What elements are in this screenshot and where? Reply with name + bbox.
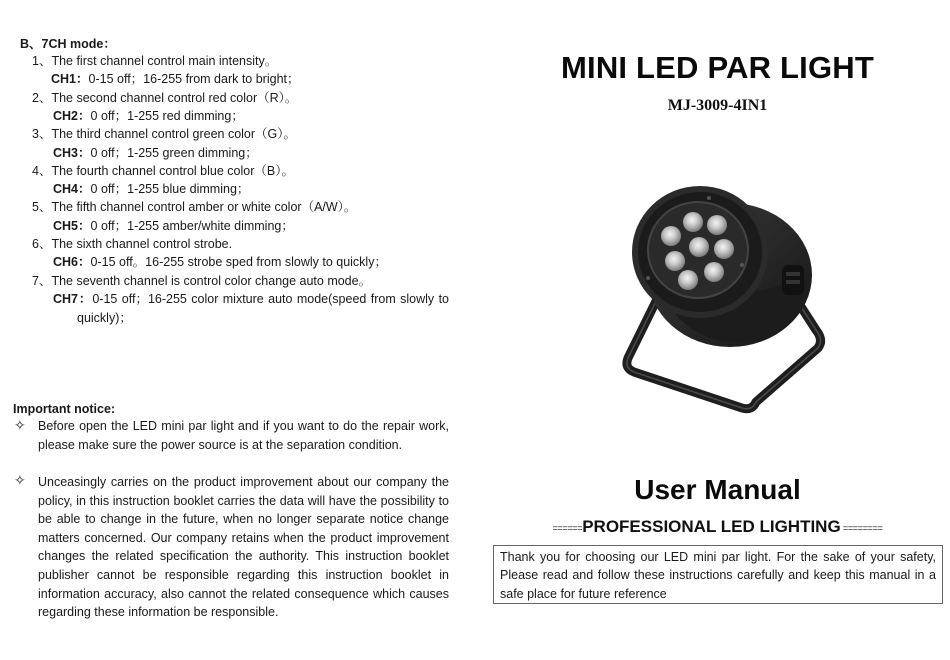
channel-value: 0-15 off。16-255 strobe sped from slowly to quickly； xyxy=(90,255,387,269)
channel-value: 0-15 off；16-255 from dark to bright； xyxy=(88,72,300,86)
notice-line: be able to change in the future, when no longer separate notice change xyxy=(38,512,449,527)
channel-code: CH7： xyxy=(53,292,93,306)
channel-code: CH2： xyxy=(53,109,91,123)
channel-6-detail xyxy=(53,254,387,270)
channel-3-detail xyxy=(53,145,258,161)
notice-item-2 xyxy=(38,473,449,622)
tagline-text: PROFESSIONAL LED LIGHTING xyxy=(582,517,841,536)
tagline xyxy=(490,517,945,537)
channel-code: CH6： xyxy=(53,255,91,269)
channel-value: 0 off；1-255 blue dimming； xyxy=(90,182,250,196)
channel-5-desc: 5、The fifth channel control amber or white color（A/W）。 xyxy=(32,200,357,214)
thanks-line: safe place for future reference xyxy=(500,586,667,601)
channel-3-desc: 3、The third channel control green color（G）。 xyxy=(32,127,297,141)
notice-heading: Important notice: xyxy=(13,402,116,416)
channel-code: CH3： xyxy=(53,146,91,160)
channel-1-detail xyxy=(51,71,300,87)
model-number: MJ-3009-4IN1 xyxy=(667,97,768,114)
channel-7-detail-cont: quickly)； xyxy=(77,311,132,325)
thank-you-box xyxy=(493,545,943,604)
channel-value: 0 off；1-255 green dimming； xyxy=(90,146,258,160)
notice-line: please make sure the power source is at the separation condition. xyxy=(38,437,403,452)
thanks-line: Please read and follow these instructions carefully and keep this manual in a xyxy=(500,568,936,583)
channel-2-desc: 2、The second channel control red color（R）。 xyxy=(32,91,298,105)
notice-line: changes the related specification the authority. This instruction booklet xyxy=(38,549,449,564)
notice-line: information accuracy, also cannot the related consequence which causes xyxy=(38,586,449,601)
channel-code: CH5： xyxy=(53,219,91,233)
tagline-prefix: ====== xyxy=(552,523,583,533)
notice-line: policy, in this instruction booklet carries the data will have the possibility to xyxy=(38,493,449,508)
mode-heading: B、7CH mode： xyxy=(20,37,116,51)
notice-line: Before open the LED mini par light and if you want to do the repair work, xyxy=(38,419,449,433)
channel-code: CH1： xyxy=(51,72,89,86)
product-title: MINI LED PAR LIGHT xyxy=(560,50,874,85)
led-par-light-image xyxy=(612,180,832,415)
notice-line: Unceasingly carries on the product improvement about our company the xyxy=(38,475,449,489)
diamond-bullet-icon: ✧ xyxy=(14,472,26,488)
channel-value: 0-15 off；16-255 color mixture auto mode(speed from slowly to xyxy=(92,292,449,306)
manual-title: User Manual xyxy=(634,474,801,505)
diamond-bullet-icon: ✧ xyxy=(14,417,26,433)
channel-7-desc: 7、The seventh channel is control color change auto mode。 xyxy=(32,274,372,288)
channel-5-detail xyxy=(53,218,294,234)
notice-line: matters concerned. Our company retains when the product improvement xyxy=(38,530,449,545)
channel-4-desc: 4、The fourth channel control blue color（B）。 xyxy=(32,164,294,178)
channel-4-detail xyxy=(53,181,249,197)
channel-value: 0 off；1-255 amber/white dimming； xyxy=(90,219,294,233)
channel-6-desc: 6、The sixth channel control strobe. xyxy=(32,237,233,251)
thanks-line: Thank you for choosing our LED mini par light. For the sake of your safety, xyxy=(500,550,936,564)
channel-code: CH4： xyxy=(53,182,91,196)
channel-2-detail xyxy=(53,108,244,124)
notice-line: publisher cannot be responsible regarding this instruction booklet in xyxy=(38,567,449,582)
channel-1-desc: 1、The first channel control main intensity。 xyxy=(32,54,278,68)
notice-line: regarding these information be responsible. xyxy=(38,605,279,620)
channel-7-detail xyxy=(53,291,449,307)
notice-item-1 xyxy=(38,417,449,454)
tagline-suffix: ======== xyxy=(840,523,883,533)
channel-value: 0 off；1-255 red dimming； xyxy=(90,109,244,123)
